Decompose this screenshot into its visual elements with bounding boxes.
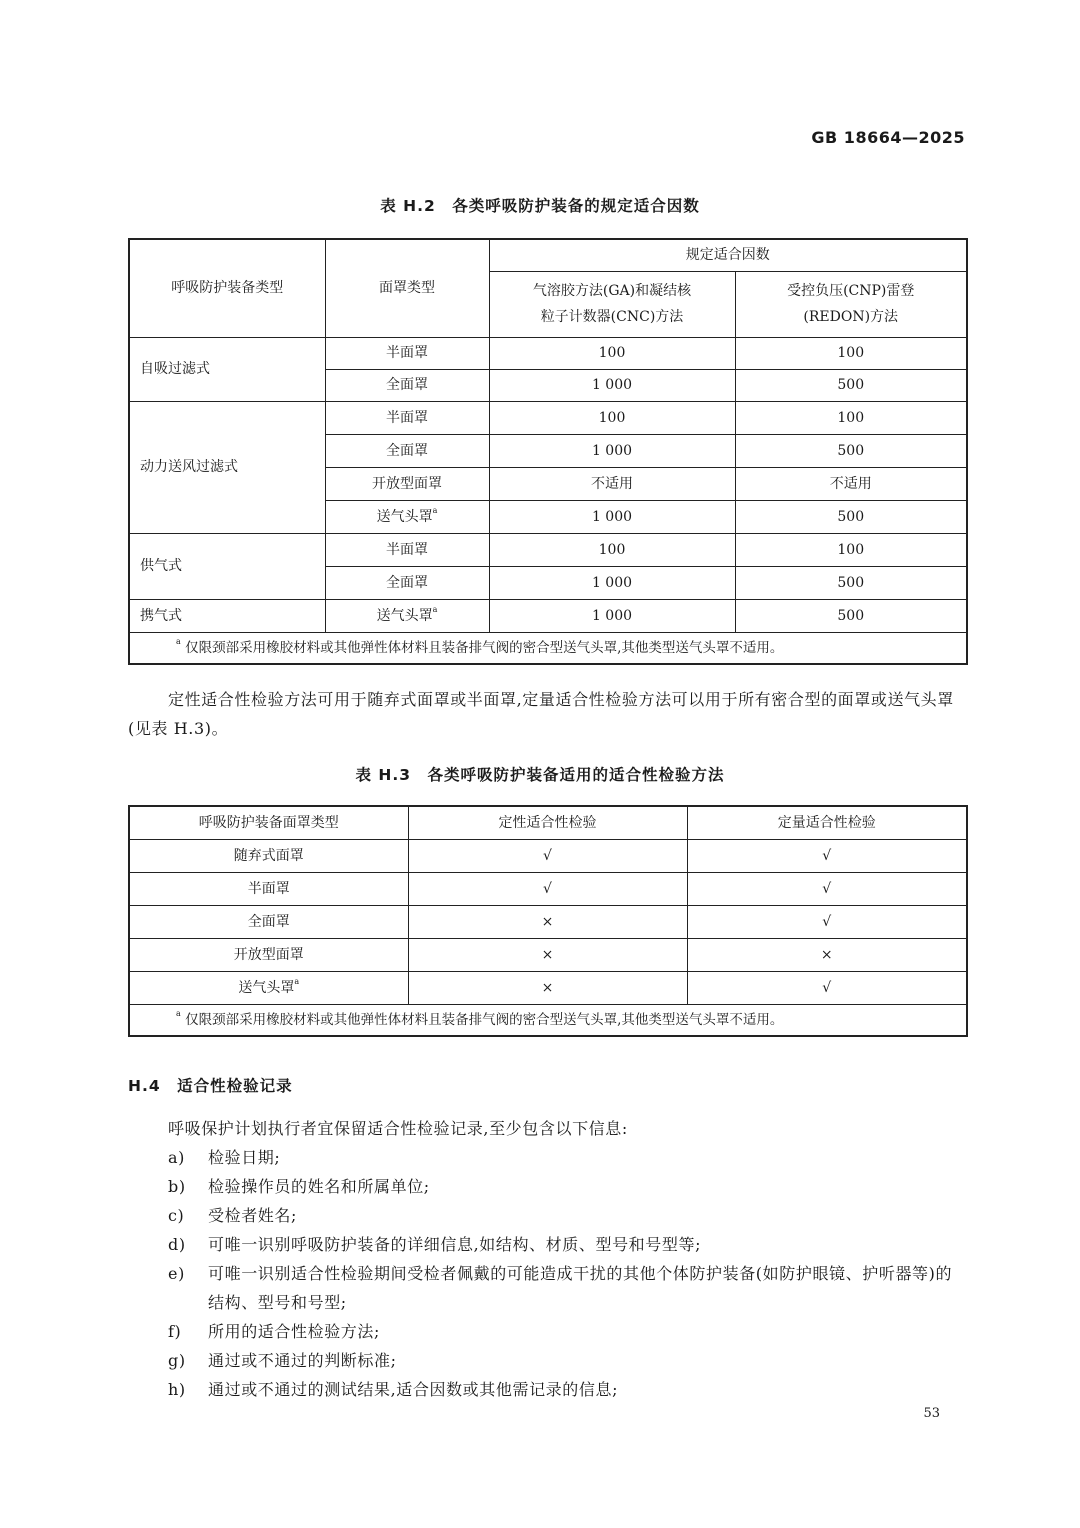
table-row <box>129 599 967 632</box>
quantitative-cell: √ <box>687 839 967 872</box>
ga-value: 1 000 <box>489 369 735 401</box>
mask-cell: 全面罩 <box>325 434 489 467</box>
quantitative-cell: √ <box>687 971 967 1004</box>
mask-cell: 半面罩 <box>325 401 489 434</box>
footnote-mark: a <box>432 505 438 515</box>
ga-value: 1 000 <box>489 434 735 467</box>
list-item: c) 受检者姓名; <box>168 1206 297 1225</box>
mask-type-cell: 开放型面罩 <box>129 938 408 971</box>
qualitative-cell: × <box>408 971 687 1004</box>
group-powered-filter: 动力送风过滤式 <box>129 401 325 533</box>
group-self-filter: 自吸过滤式 <box>129 337 325 401</box>
list-item: h) 通过或不通过的测试结果,适合因数或其他需记录的信息; <box>168 1380 619 1399</box>
cnp-value: 500 <box>735 500 967 533</box>
footnote-mark: a <box>294 976 300 986</box>
list-item: g) 通过或不通过的判断标准; <box>168 1351 397 1370</box>
mask-type-cell: 送气头罩$^a$ <box>129 971 408 1004</box>
section-h4-heading: H.4 适合性检验记录 <box>128 1077 293 1095</box>
table-row <box>129 533 967 566</box>
header-fit-factor: 规定适合因数 <box>489 239 967 271</box>
quantitative-cell: × <box>687 938 967 971</box>
table-row <box>129 839 967 872</box>
mask-cell: 开放型面罩 <box>325 467 489 500</box>
quantitative-cell: √ <box>687 872 967 905</box>
mask-cell: 全面罩 <box>325 369 489 401</box>
table-h2 <box>128 238 968 665</box>
header-mask-type: 呼吸防护装备面罩类型 <box>129 806 408 839</box>
table-h3-caption: 表 H.3 各类呼吸防护装备适用的适合性检验方法 <box>355 766 725 784</box>
mask-type-cell: 半面罩 <box>129 872 408 905</box>
ga-value: 1 000 <box>489 599 735 632</box>
footnote-mark: a <box>432 604 438 614</box>
list-item: b) 检验操作员的姓名和所属单位; <box>168 1177 430 1196</box>
cnp-value: 500 <box>735 434 967 467</box>
document-code: GB 18664—2025 <box>811 128 965 147</box>
list-item: a) 检验日期; <box>168 1148 281 1167</box>
mask-cell: 送气头罩$^a$ <box>325 500 489 533</box>
list-item: f) 所用的适合性检验方法; <box>168 1322 380 1341</box>
list-item: d) 可唯一识别呼吸防护装备的详细信息,如结构、材质、型号和号型等; <box>168 1235 702 1254</box>
table-h3-footnote: $^a$ 仅限颈部采用橡胶材料或其他弹性体材料且装备排气阀的密合型送气头罩,其他类型送气头罩不适用。 <box>129 1004 967 1036</box>
table-row <box>129 905 967 938</box>
ga-value: 1 000 <box>489 500 735 533</box>
cnp-value: 100 <box>735 337 967 369</box>
qualitative-cell: √ <box>408 872 687 905</box>
header-equipment-type: 呼吸防护装备类型 <box>129 239 325 337</box>
cnp-value: 500 <box>735 566 967 599</box>
mask-cell: 半面罩 <box>325 533 489 566</box>
table-row <box>129 872 967 905</box>
mask-type-cell: 随弃式面罩 <box>129 839 408 872</box>
ga-value: 100 <box>489 533 735 566</box>
qualitative-cell: × <box>408 905 687 938</box>
ga-value: 不适用 <box>489 467 735 500</box>
mask-type-cell: 全面罩 <box>129 905 408 938</box>
qualitative-cell: √ <box>408 839 687 872</box>
paragraph-fit-methods: 定性适合性检验方法可用于随弃式面罩或半面罩,定量适合性检验方法可以用于所有密合型的面罩或送气头罩(见表 H.3)。 <box>128 690 954 738</box>
table-h3 <box>128 805 968 1037</box>
mask-cell: 全面罩 <box>325 566 489 599</box>
page-number: 53 <box>923 1406 940 1421</box>
header-cnp-redon-method: 受控负压(CNP)雷登 (REDON)方法 <box>735 271 967 337</box>
table-row <box>129 938 967 971</box>
record-info-list <box>128 1114 966 1404</box>
cnp-value: 100 <box>735 533 967 566</box>
table-row <box>129 337 967 369</box>
table-row <box>129 971 967 1004</box>
table-h2-footnote: $^a$ 仅限颈部采用橡胶材料或其他弹性体材料且装备排气阀的密合型送气头罩,其他类型送气头罩不适用。 <box>129 632 967 664</box>
mask-cell: 半面罩 <box>325 337 489 369</box>
quantitative-cell: √ <box>687 905 967 938</box>
group-portable-air: 携气式 <box>129 599 325 632</box>
ga-value: 100 <box>489 401 735 434</box>
list-item: e) 可唯一识别适合性检验期间受检者佩戴的可能造成干扰的其他个体防护装备(如防护眼镜、护听器等)的结构、型号和号型; <box>168 1264 953 1312</box>
qualitative-cell: × <box>408 938 687 971</box>
header-qualitative: 定性适合性检验 <box>408 806 687 839</box>
ga-value: 1 000 <box>489 566 735 599</box>
group-supplied-air: 供气式 <box>129 533 325 599</box>
list-intro: 呼吸保护计划执行者宜保留适合性检验记录,至少包含以下信息: <box>168 1119 628 1138</box>
cnp-value: 100 <box>735 401 967 434</box>
table-row <box>129 401 967 434</box>
header-quantitative: 定量适合性检验 <box>687 806 967 839</box>
header-ga-cnc-method: 气溶胶方法(GA)和凝结核 粒子计数器(CNC)方法 <box>489 271 735 337</box>
ga-value: 100 <box>489 337 735 369</box>
table-h2-caption: 表 H.2 各类呼吸防护装备的规定适合因数 <box>380 197 700 215</box>
cnp-value: 500 <box>735 599 967 632</box>
cnp-value: 500 <box>735 369 967 401</box>
mask-cell: 送气头罩$^a$ <box>325 599 489 632</box>
cnp-value: 不适用 <box>735 467 967 500</box>
header-mask-type: 面罩类型 <box>325 239 489 337</box>
